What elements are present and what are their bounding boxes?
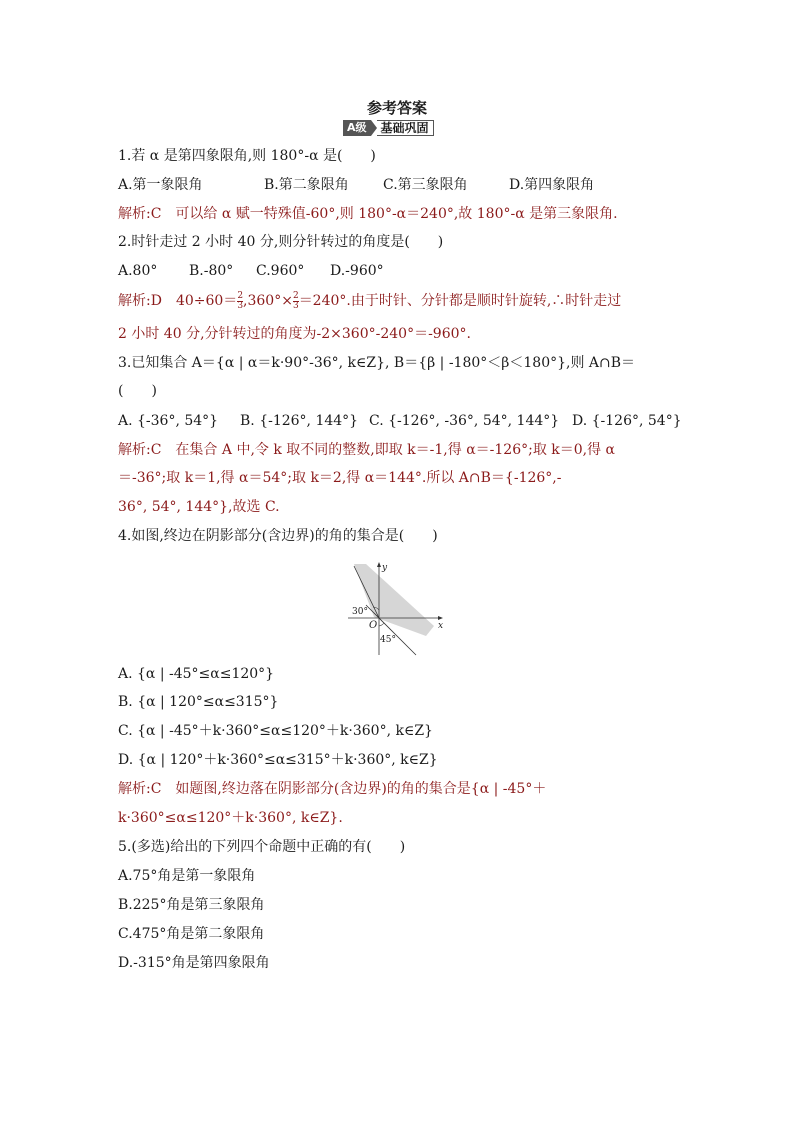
q5-option-a: A.75°角是第一象限角 xyxy=(118,868,256,884)
q4-option-c: C. {α | -45°＋k·360°≤α≤120°＋k·360°, k∈Z} xyxy=(118,723,433,739)
q2-analysis-line1 xyxy=(118,291,621,311)
x-axis-arrow-icon xyxy=(438,616,443,620)
q2-option-b: B.-80° xyxy=(189,263,234,279)
label-x: x xyxy=(438,621,444,631)
level-badge xyxy=(343,119,434,137)
q1-option-c: C.第三象限角 xyxy=(383,177,468,193)
level-name: 基础巩固 xyxy=(377,120,434,136)
page-title: 参考答案 xyxy=(366,99,427,117)
q2-stem: 2.时针走过 2 小时 40 分,则分针转过的角度是( ) xyxy=(118,234,444,250)
label-30: 30° xyxy=(352,607,368,617)
q2-analysis-part1: 解析:D 40÷60＝ xyxy=(118,293,238,309)
q1-option-b: B.第二象限角 xyxy=(264,177,349,193)
q4-analysis-line1: 解析:C 如题图,终边落在阴影部分(含边界)的角的集合是{α | -45°＋ xyxy=(118,781,547,797)
q5-option-c: C.475°角是第二象限角 xyxy=(118,926,265,942)
q4-option-b: B. {α | 120°≤α≤315°} xyxy=(118,694,279,710)
q5-option-b: B.225°角是第三象限角 xyxy=(118,897,265,913)
q2-frac2-den: 3 xyxy=(292,300,299,311)
label-o: O xyxy=(369,620,378,631)
q1-analysis: 解析:C 可以给 α 赋一特殊值-60°,则 180°-α＝240°,故 180°-α 是第三象限角. xyxy=(118,206,618,222)
q1-option-d: D.第四象限角 xyxy=(509,177,595,193)
q4-figure xyxy=(346,562,446,657)
label-45: 45° xyxy=(380,635,396,645)
q4-analysis-line2: k·360°≤α≤120°＋k·360°, k∈Z}. xyxy=(118,810,343,826)
q2-option-d: D.-960° xyxy=(330,263,384,279)
level-tag: A级 xyxy=(343,120,371,136)
q5-stem: 5.(多选)给出的下列四个命题中正确的有( ) xyxy=(118,839,406,855)
q4-option-a: A. {α | -45°≤α≤120°} xyxy=(118,666,275,682)
q3-analysis-line1: 解析:C 在集合 A 中,令 k 取不同的整数,即取 k＝-1,得 α＝-126°;取 k＝0,得 α xyxy=(118,442,616,458)
q3-analysis-line3: 36°, 54°, 144°},故选 C. xyxy=(118,499,280,515)
q3-option-b: B. {-126°, 144°} xyxy=(240,413,359,429)
q2-frac1-den: 3 xyxy=(237,300,244,311)
shaded-region xyxy=(354,564,434,636)
q3-stem-line2: ( ) xyxy=(118,383,157,399)
y-axis-arrow-icon xyxy=(377,562,381,567)
q4-stem: 4.如图,终边在阴影部分(含边界)的角的集合是( ) xyxy=(118,528,438,544)
q2-analysis-line2: 2 小时 40 分,分针转过的角度为-2×360°-240°＝-960°. xyxy=(118,326,471,342)
label-y: y xyxy=(382,563,388,573)
q4-option-d: D. {α | 120°＋k·360°≤α≤315°＋k·360°, k∈Z} xyxy=(118,752,438,768)
q1-option-a: A.第一象限角 xyxy=(118,177,203,193)
q3-option-c: C. {-126°, -36°, 54°, 144°} xyxy=(369,413,560,429)
q3-option-a: A. {-36°, 54°} xyxy=(118,413,219,429)
q3-analysis-line2: ＝-36°;取 k＝1,得 α＝54°;取 k＝2,得 α＝144°.所以 A∩B＝{-126°,- xyxy=(118,470,562,486)
q2-option-a: A.80° xyxy=(118,263,158,279)
q3-option-d: D. {-126°, 54°} xyxy=(572,413,682,429)
q3-stem-line1: 3.已知集合 A＝{α | α＝k·90°-36°, k∈Z}, B＝{β | -180°＜β＜180°},则 A∩B＝ xyxy=(118,355,636,371)
q2-analysis-part3: ＝240°.由于时针、分针都是顺时针旋转,∴时针走过 xyxy=(298,293,622,309)
q2-option-c: C.960° xyxy=(256,263,305,279)
q1-stem: 1.若 α 是第四象限角,则 180°-α 是( ) xyxy=(118,148,376,164)
q5-option-d: D.-315°角是第四象限角 xyxy=(118,955,270,971)
q2-analysis-part2: ,360°× xyxy=(243,293,293,309)
q2-frac2-num: 2 xyxy=(292,290,299,301)
q2-frac1-num: 2 xyxy=(237,290,244,301)
arc-45 xyxy=(379,623,384,626)
